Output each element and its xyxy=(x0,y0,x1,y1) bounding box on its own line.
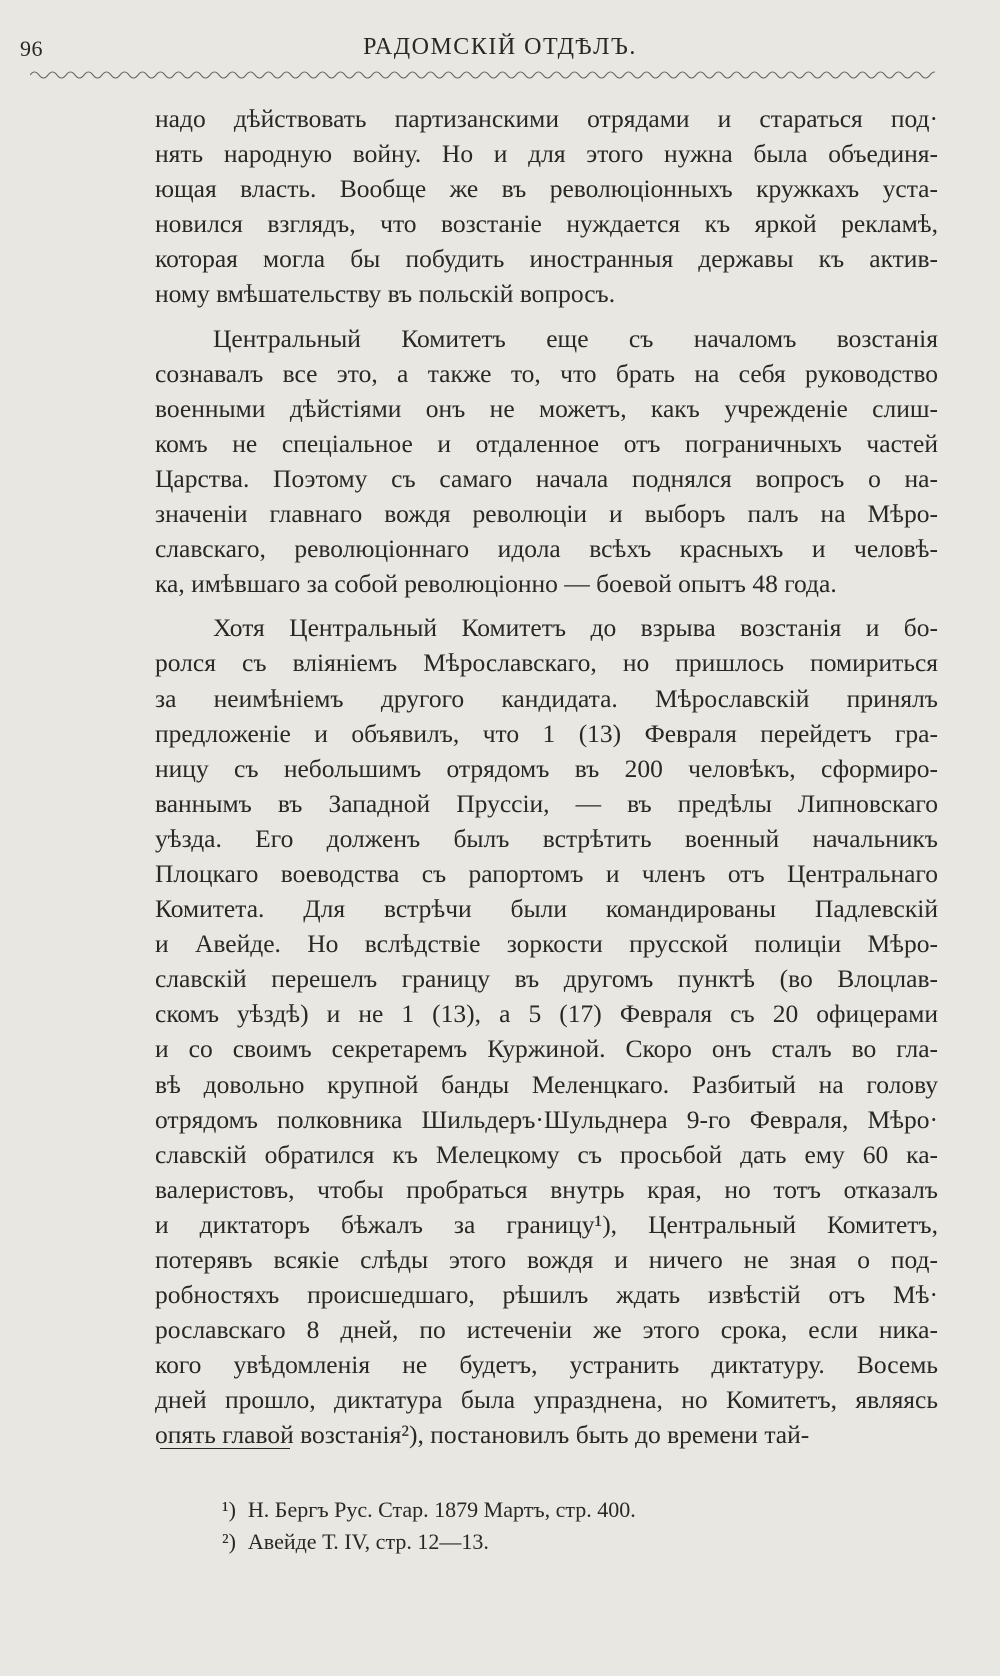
footnote-mark: ²) xyxy=(222,1529,236,1554)
text-line: новился взглядъ, что возстаніе нуждается къ яркой рекламѣ, xyxy=(155,209,938,239)
text-line: надо дѣйствовать партизанскими отрядами и стараться под· xyxy=(155,104,938,133)
text-line: нять народную войну. Но и для этого нужна была объединя- xyxy=(155,139,938,169)
text-line: которая могла бы побудить иностранныя державы къ актив- xyxy=(155,244,938,274)
text-line: и со своимъ секретаремъ Куржиной. Скоро онъ сталъ во гла- xyxy=(155,1034,938,1064)
paragraph-gap xyxy=(155,312,938,321)
running-title: РАДОМСКІЙ ОТДѢЛЪ. xyxy=(363,34,637,60)
text-line: отрядомъ полковника Шильдеръ·Шульднера 9-го Февраля, Мѣро· xyxy=(155,1104,938,1134)
footnote-separator xyxy=(160,1448,290,1449)
paragraph-gap xyxy=(155,601,938,610)
text-line: ваннымъ въ Западной Пруссіи, — въ предѣлы Липновскаго xyxy=(155,788,938,818)
text-line: опять главой возстанія²), постановилъ быть до времени тай- xyxy=(155,1420,810,1450)
footnote-mark: ¹) xyxy=(222,1497,236,1522)
text-line: Царства. Поэтому съ самаго начала поднялся вопросъ о на- xyxy=(155,463,938,493)
text-line: за неимѣніемъ другого кандидата. Мѣрославскій принялъ xyxy=(155,683,938,713)
text-line: уѣзда. Его долженъ былъ встрѣтить военный начальникъ xyxy=(155,823,938,853)
paragraph xyxy=(155,610,938,1452)
text-line: и Авейде. Но вслѣдствіе зоркости прусской полиціи Мѣро- xyxy=(155,929,938,959)
text-line: военными дѣйстіями онъ не можетъ, какъ учрежденіе слиш- xyxy=(155,393,938,423)
footnote xyxy=(222,1494,636,1526)
text-line: сознавалъ все это, а также то, что брать на себя руководство xyxy=(155,358,938,388)
text-line: рославскаго 8 дней, по истеченіи же этого срока, если ника- xyxy=(155,1315,938,1345)
text-line: и диктаторъ бѣжалъ за границу¹), Центральный Комитетъ, xyxy=(155,1209,938,1239)
text-line: славскій обратился къ Мелецкому съ просьбой дать ему 60 ка- xyxy=(155,1139,938,1169)
text-line: славскаго, революціоннаго идола всѣхъ красныхъ и человѣ- xyxy=(155,534,938,564)
text-line: значеніи главнаго вождя революціи и выборъ палъ на Мѣро- xyxy=(155,499,938,529)
text-line: дней прошло, диктатура была упразднена, но Комитетъ, являясь xyxy=(155,1385,938,1415)
text-line: славскій перешелъ границу въ другомъ пунктѣ (во Влоцлав- xyxy=(155,964,938,994)
text-line: робностяхъ происшедшаго, рѣшилъ ждать извѣстій отъ Мѣ· xyxy=(155,1280,938,1310)
footnote-text: Н. Бергъ Рус. Стар. 1879 Мартъ, стр. 400. xyxy=(247,1497,636,1522)
text-line: ка, имѣвшаго за собой революціонно — боевой опытъ 48 года. xyxy=(155,569,837,599)
page-number: 96 xyxy=(20,36,43,61)
text-line: потерявъ всякіе слѣды этого вождя и ничего не зная о под- xyxy=(155,1245,938,1274)
text-line: кого увѣдомленія не будетъ, устранить диктатуру. Восемь xyxy=(155,1350,938,1380)
text-line: ницу съ небольшимъ отрядомъ въ 200 человѣкъ, сформиро- xyxy=(155,753,938,783)
text-line: ролся съ вліяніемъ Мѣрославскаго, но пришлось помириться xyxy=(155,648,938,678)
text-line: Хотя Центральный Комитетъ до взрыва возстанія и бо- xyxy=(213,613,938,643)
text-line: скомъ уѣздѣ) и не 1 (13), а 5 (17) Февраля съ 20 офицерами xyxy=(155,999,938,1029)
text-line: ющая власть. Вообще же въ революціонныхъ кружкахъ уста- xyxy=(155,174,938,204)
text-line: Комитета. Для встрѣчи были командированы Падлевскій xyxy=(155,894,938,924)
text-line: ному вмѣшательству въ польскій вопросъ. xyxy=(155,279,616,309)
text-line: вѣ довольно крупной банды Меленцкаго. Разбитый на голову xyxy=(155,1069,938,1099)
text-line: предложеніе и объявилъ, что 1 (13) Февраля перейдетъ гра- xyxy=(155,718,938,748)
text-line: Центральный Комитетъ еще съ началомъ возстанія xyxy=(213,323,938,353)
footnote-text: Авейде Т. IV, стр. 12—13. xyxy=(247,1529,489,1554)
ornamental-wavy-rule xyxy=(30,68,935,82)
paragraph xyxy=(155,321,938,602)
text-line: Плоцкаго воеводства съ рапортомъ и членъ отъ Центральнаго xyxy=(155,858,938,888)
text-line: комъ не спеціальное и отдаленное отъ пограничныхъ частей xyxy=(155,428,938,458)
text-line: валеристовъ, чтобы пробраться внутрь края, но тотъ отказалъ xyxy=(155,1174,938,1204)
footnote xyxy=(222,1526,636,1558)
footnotes xyxy=(222,1494,636,1558)
body-text xyxy=(155,101,938,1453)
paragraph xyxy=(155,101,938,312)
